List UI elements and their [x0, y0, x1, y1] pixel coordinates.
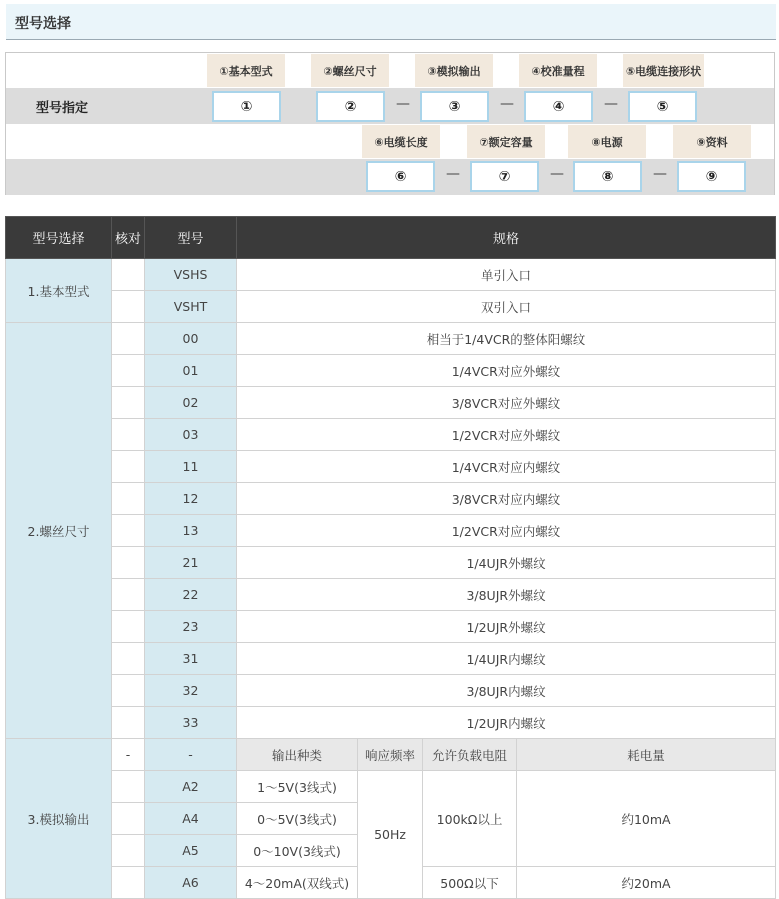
model-code: 33: [145, 707, 237, 739]
subheader-load-resistance: 允许负载电阻: [423, 739, 517, 771]
check-cell[interactable]: [112, 323, 145, 355]
table-row: [6, 547, 776, 579]
separator-dash: —: [653, 166, 667, 182]
field-head-basic-type: ①基本型式: [207, 54, 285, 87]
model-code: 13: [145, 515, 237, 547]
table-row: [6, 259, 776, 291]
table-row: [6, 451, 776, 483]
check-cell[interactable]: [112, 611, 145, 643]
model-code: A4: [145, 803, 237, 835]
table-row: [6, 323, 776, 355]
table-row: [6, 739, 776, 771]
table-row: [6, 643, 776, 675]
slot-2: ②: [316, 91, 385, 122]
spec-cell: 3/8VCR对应外螺纹: [237, 387, 776, 419]
check-cell[interactable]: [112, 291, 145, 323]
model-code: -: [145, 739, 237, 771]
model-code: 02: [145, 387, 237, 419]
header-spec: 规格: [237, 217, 776, 259]
header-model: 型号: [145, 217, 237, 259]
model-code: 00: [145, 323, 237, 355]
model-designation-panel: [5, 52, 775, 195]
power-consumption-cell: 约10mA: [517, 771, 776, 867]
table-row: [6, 579, 776, 611]
output-type-cell: 4～20mA(双线式): [237, 867, 358, 899]
check-cell[interactable]: [112, 867, 145, 899]
spec-cell: 单引入口: [237, 259, 776, 291]
response-frequency-cell: 50Hz: [358, 771, 423, 899]
check-cell[interactable]: [112, 803, 145, 835]
check-cell[interactable]: [112, 515, 145, 547]
slot-4: ④: [524, 91, 593, 122]
slot-3: ③: [420, 91, 489, 122]
spec-cell: 1/4UJR外螺纹: [237, 547, 776, 579]
check-cell[interactable]: [112, 387, 145, 419]
spec-cell: 3/8UJR内螺纹: [237, 675, 776, 707]
slot-5: ⑤: [628, 91, 697, 122]
group-label-thread-size: 2.螺丝尺寸: [6, 323, 112, 739]
model-code: VSHT: [145, 291, 237, 323]
model-code: 23: [145, 611, 237, 643]
check-cell[interactable]: [112, 451, 145, 483]
model-code: VSHS: [145, 259, 237, 291]
output-type-cell: 0～5V(3线式): [237, 803, 358, 835]
table-row: [6, 707, 776, 739]
subheader-response-frequency: 响应频率: [358, 739, 423, 771]
spec-cell: 3/8UJR外螺纹: [237, 579, 776, 611]
separator-dash: —: [446, 166, 460, 182]
model-code: 01: [145, 355, 237, 387]
table-row: [6, 387, 776, 419]
model-code: 21: [145, 547, 237, 579]
spec-cell: 1/2UJR内螺纹: [237, 707, 776, 739]
separator-dash: —: [396, 96, 410, 112]
field-head-rated-capacity: ⑦额定容量: [467, 125, 545, 158]
table-row: [6, 611, 776, 643]
field-head-power-supply: ⑧电源: [568, 125, 646, 158]
model-code: 03: [145, 419, 237, 451]
check-cell[interactable]: [112, 643, 145, 675]
spec-cell: 1/4VCR对应内螺纹: [237, 451, 776, 483]
header-check: 核对: [112, 217, 145, 259]
model-code: A2: [145, 771, 237, 803]
table-row: [6, 483, 776, 515]
separator-dash: —: [550, 166, 564, 182]
check-cell[interactable]: [112, 771, 145, 803]
power-consumption-cell: 约20mA: [517, 867, 776, 899]
slot-6: ⑥: [366, 161, 435, 192]
section-header: [6, 4, 776, 40]
separator-dash: —: [604, 96, 618, 112]
spec-cell: 1/2VCR对应外螺纹: [237, 419, 776, 451]
subheader-power-consumption: 耗电量: [517, 739, 776, 771]
field-head-calibration-range: ④校准量程: [519, 54, 597, 87]
header-model-select: 型号选择: [6, 217, 112, 259]
model-code: A6: [145, 867, 237, 899]
spec-cell: 1/4VCR对应外螺纹: [237, 355, 776, 387]
table-row: [6, 291, 776, 323]
check-cell[interactable]: [112, 579, 145, 611]
check-cell[interactable]: [112, 547, 145, 579]
spec-cell: 1/4UJR内螺纹: [237, 643, 776, 675]
spec-cell: 1/2VCR对应内螺纹: [237, 515, 776, 547]
table-row: [6, 771, 776, 803]
model-code: 11: [145, 451, 237, 483]
check-cell[interactable]: [112, 419, 145, 451]
spec-cell: 3/8VCR对应内螺纹: [237, 483, 776, 515]
model-selection-table: [5, 216, 776, 899]
spec-cell: 相当于1/4VCR的整体阳螺纹: [237, 323, 776, 355]
separator-dash: —: [500, 96, 514, 112]
check-cell[interactable]: [112, 835, 145, 867]
slot-9: ⑨: [677, 161, 746, 192]
check-cell: -: [112, 739, 145, 771]
field-head-analog-output: ③模拟输出: [415, 54, 493, 87]
field-head-cable-connection: ⑤电缆连接形状: [623, 54, 704, 87]
spec-cell: 1/2UJR外螺纹: [237, 611, 776, 643]
model-code: 32: [145, 675, 237, 707]
field-head-documentation: ⑨资料: [673, 125, 751, 158]
table-header-row: [6, 217, 776, 259]
model-code: A5: [145, 835, 237, 867]
table-row: [6, 419, 776, 451]
page-title: 型号选择: [15, 16, 71, 32]
field-head-cable-length: ⑥电缆长度: [362, 125, 440, 158]
group-label-analog-output: 3.模拟输出: [6, 739, 112, 899]
check-cell[interactable]: [112, 355, 145, 387]
load-resistance-cell: 100kΩ以上: [423, 771, 517, 867]
output-type-cell: 1～5V(3线式): [237, 771, 358, 803]
check-cell[interactable]: [112, 675, 145, 707]
table-row: [6, 675, 776, 707]
output-type-cell: 0～10V(3线式): [237, 835, 358, 867]
slot-7: ⑦: [470, 161, 539, 192]
spec-cell: 双引入口: [237, 291, 776, 323]
check-cell[interactable]: [112, 259, 145, 291]
subheader-output-type: 输出种类: [237, 739, 358, 771]
slot-1: ①: [212, 91, 281, 122]
load-resistance-cell: 500Ω以下: [423, 867, 517, 899]
check-cell[interactable]: [112, 707, 145, 739]
model-code: 22: [145, 579, 237, 611]
group-label-basic-type: 1.基本型式: [6, 259, 112, 323]
model-spec-label: 型号指定: [36, 101, 89, 116]
model-code: 31: [145, 643, 237, 675]
model-code: 12: [145, 483, 237, 515]
table-row: [6, 515, 776, 547]
field-head-thread-size: ②螺丝尺寸: [311, 54, 389, 87]
slot-8: ⑧: [573, 161, 642, 192]
table-row: [6, 355, 776, 387]
check-cell[interactable]: [112, 483, 145, 515]
